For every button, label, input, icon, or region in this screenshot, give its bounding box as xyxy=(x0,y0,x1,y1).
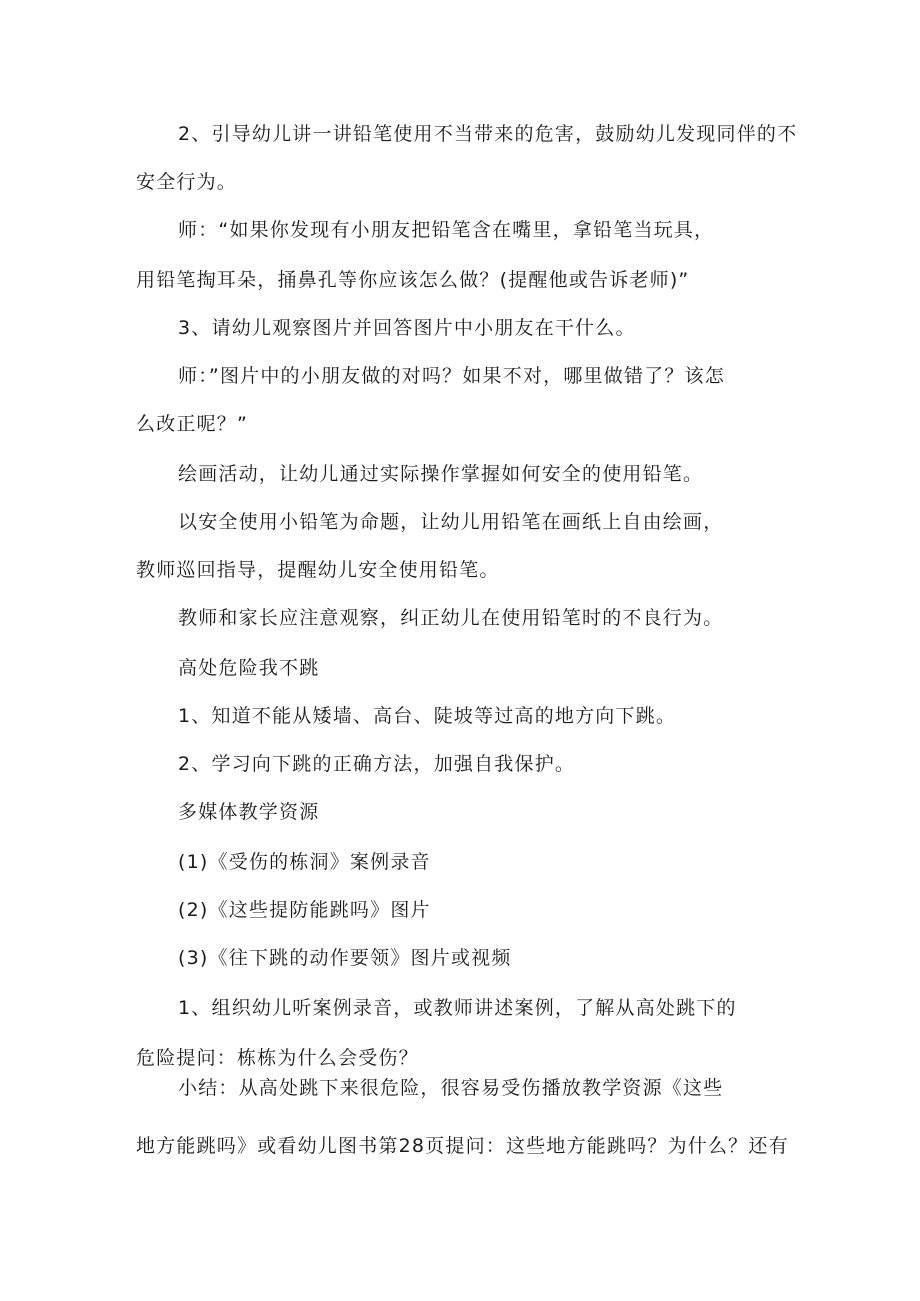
section-heading: 多媒体教学资源 xyxy=(178,801,320,823)
paragraph-line: 3、请幼儿观察图片并回答图片中小朋友在干什么。 xyxy=(178,317,636,339)
list-item: (3)《往下跳的动作要领》图片或视频 xyxy=(178,947,512,969)
paragraph-line: 安全行为。 xyxy=(136,171,238,193)
paragraph-line: 用铅笔掏耳朵，捅鼻孔等你应该怎么做？(提醒他或告诉老师)” xyxy=(136,269,690,291)
paragraph-line: 2、引导幼儿讲一讲铅笔使用不当带来的危害，鼓励幼儿发现同伴的不 xyxy=(178,123,798,145)
paragraph-line: 绘画活动，让幼儿通过实际操作掌握如何安全的使用铅笔。 xyxy=(178,463,704,485)
paragraph-line: 地方能跳吗》或看幼儿图书第28页提问：这些地方能跳吗？为什么？还有 xyxy=(136,1135,789,1157)
paragraph-line: 小结：从高处跳下来很危险，很容易受伤播放教学资源《这些 xyxy=(178,1077,724,1099)
paragraph-line: 危险提问：栋栋为什么会受伤？ xyxy=(136,1047,419,1069)
list-item: (2)《这些提防能跳吗》图片 xyxy=(178,899,431,921)
paragraph-line: 么改正呢？” xyxy=(136,413,249,435)
paragraph-line: 教师和家长应注意观察，纠正幼儿在使用铅笔时的不良行为。 xyxy=(178,607,724,629)
paragraph-line: 以安全使用小铅笔为命题，让幼儿用铅笔在画纸上自由绘画， xyxy=(178,511,724,533)
paragraph-line: 1、组织幼儿听案例录音，或教师讲述案例，了解从高处跳下的 xyxy=(178,997,737,1019)
paragraph-line: 1、知道不能从矮墙、高台、陡坡等过高的地方向下跳。 xyxy=(178,705,677,727)
paragraph-line: 师：”图片中的小朋友做的对吗？如果不对，哪里做错了？该怎 xyxy=(178,365,725,387)
paragraph-line: 教师巡回指导，提醒幼儿安全使用铅笔。 xyxy=(136,559,500,581)
section-heading: 高处危险我不跳 xyxy=(178,657,320,679)
paragraph-line: 2、学习向下跳的正确方法，加强自我保护。 xyxy=(178,753,576,775)
list-item: (1)《受伤的栋洞》案例录音 xyxy=(178,851,431,873)
paragraph-line: 师：“如果你发现有小朋友把铅笔含在嘴里，拿铅笔当玩具， xyxy=(178,219,715,241)
